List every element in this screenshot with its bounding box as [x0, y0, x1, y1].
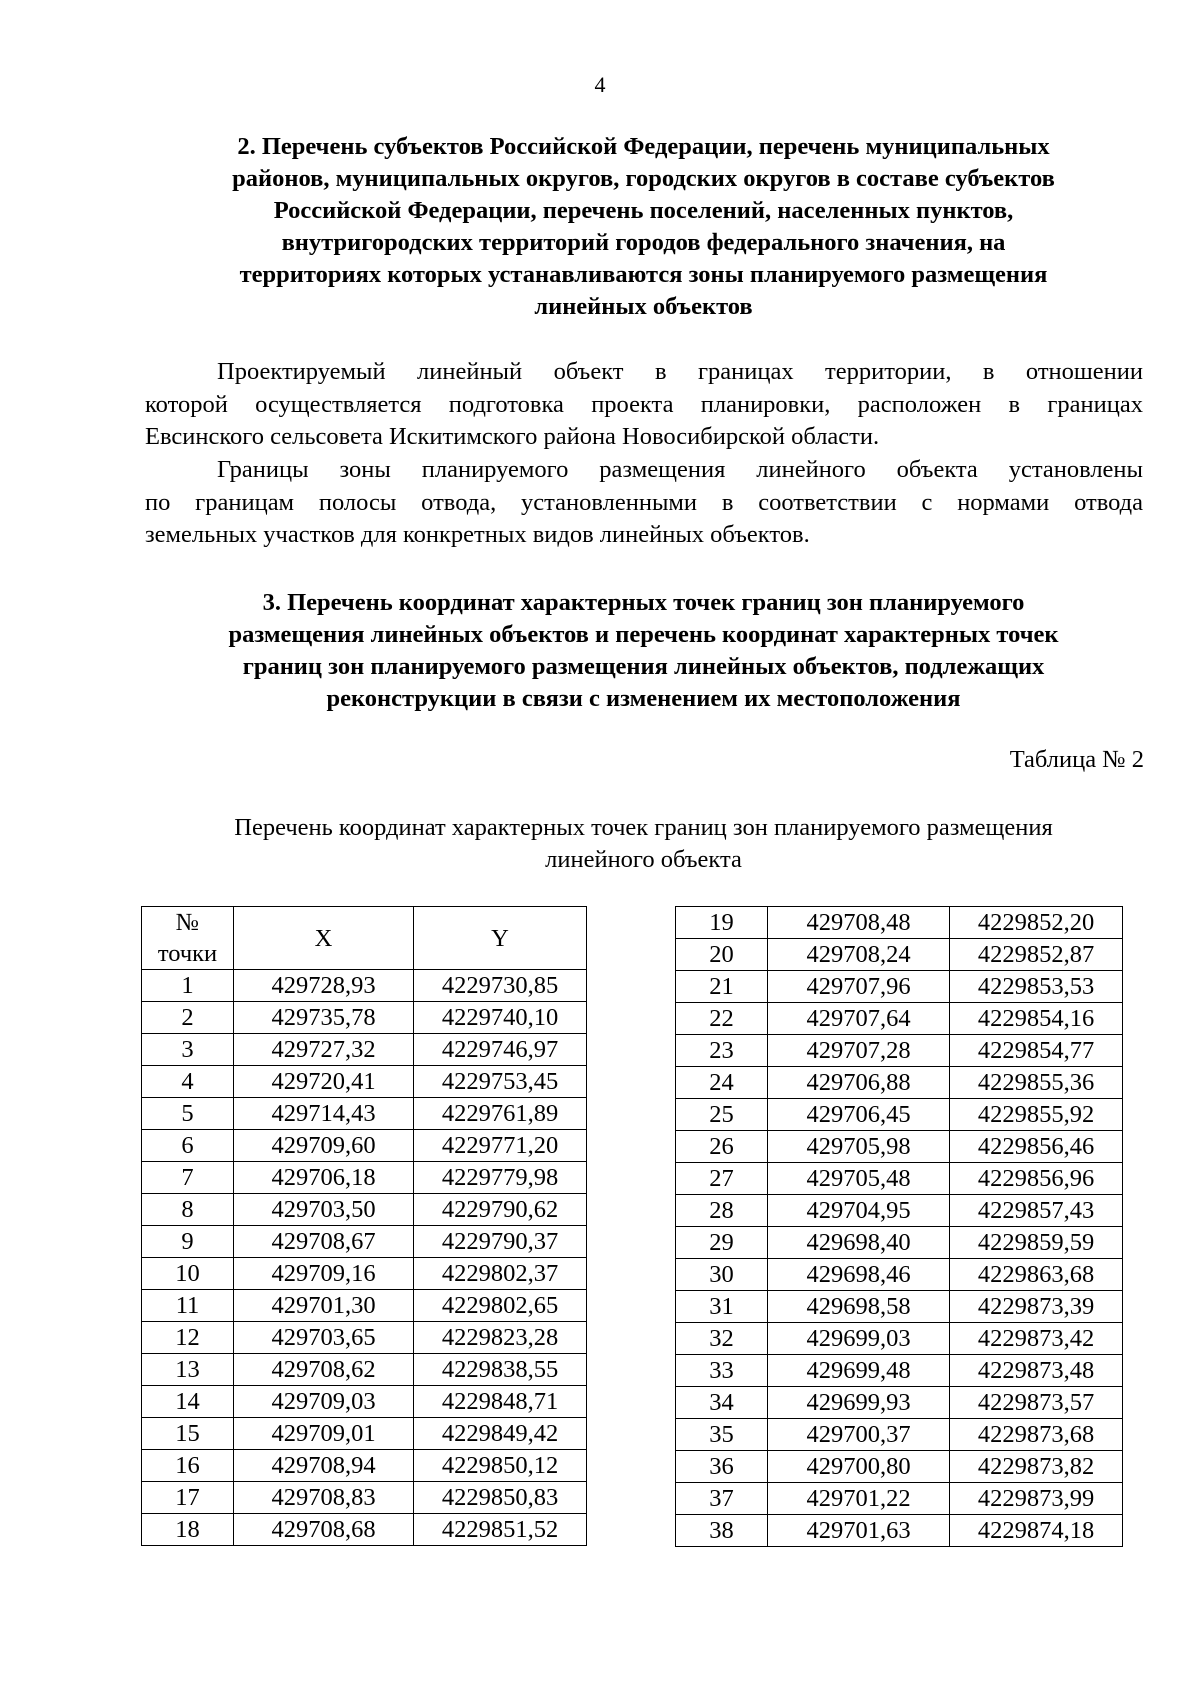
x-coordinate-cell: 429698,58 [768, 1291, 950, 1323]
table-row [676, 939, 1123, 971]
x-coordinate-cell: 429701,63 [768, 1515, 950, 1547]
x-coordinate-cell: 429699,48 [768, 1355, 950, 1387]
heading-line: 2. Перечень субъектов Российской Федерации, перечень муниципальных [237, 133, 1050, 160]
point-number-cell: 13 [142, 1354, 234, 1386]
point-number-cell: 37 [676, 1483, 768, 1515]
heading-line: Российской Федерации, перечень поселений, населенных пунктов, [273, 197, 1014, 224]
point-number-cell: 10 [142, 1258, 234, 1290]
point-number-cell: 27 [676, 1163, 768, 1195]
point-number-cell: 32 [676, 1323, 768, 1355]
coordinates-table-right [675, 906, 1123, 1547]
table-row [676, 1195, 1123, 1227]
point-number-cell: 6 [142, 1130, 234, 1162]
y-coordinate-cell: 4229740,10 [414, 1002, 587, 1034]
section-2-heading [146, 131, 1141, 323]
header-y: Y [414, 907, 587, 970]
point-number-cell: 9 [142, 1226, 234, 1258]
x-coordinate-cell: 429700,80 [768, 1451, 950, 1483]
point-number-cell: 33 [676, 1355, 768, 1387]
y-coordinate-cell: 4229873,42 [950, 1323, 1123, 1355]
heading-line: линейных объектов [534, 293, 753, 320]
table-row [676, 1163, 1123, 1195]
table-row [142, 1482, 587, 1514]
x-coordinate-cell: 429728,93 [234, 970, 414, 1002]
y-coordinate-cell: 4229802,65 [414, 1290, 587, 1322]
point-number-cell: 5 [142, 1098, 234, 1130]
x-coordinate-cell: 429701,22 [768, 1483, 950, 1515]
y-coordinate-cell: 4229854,16 [950, 1003, 1123, 1035]
x-coordinate-cell: 429709,01 [234, 1418, 414, 1450]
table-row [142, 1418, 587, 1450]
x-coordinate-cell: 429709,03 [234, 1386, 414, 1418]
point-number-cell: 30 [676, 1259, 768, 1291]
y-coordinate-cell: 4229857,43 [950, 1195, 1123, 1227]
table-row [676, 1515, 1123, 1547]
y-coordinate-cell: 4229848,71 [414, 1386, 587, 1418]
y-coordinate-cell: 4229771,20 [414, 1130, 587, 1162]
table-row [142, 1514, 587, 1546]
x-coordinate-cell: 429714,43 [234, 1098, 414, 1130]
x-coordinate-cell: 429703,65 [234, 1322, 414, 1354]
paragraph-line: земельных участков для конкретных видов линейных объектов. [145, 521, 810, 548]
heading-line: районов, муниципальных округов, городских округов в составе субъектов [232, 165, 1055, 192]
y-coordinate-cell: 4229753,45 [414, 1066, 587, 1098]
point-number-cell: 25 [676, 1099, 768, 1131]
table-row [676, 1387, 1123, 1419]
x-coordinate-cell: 429699,03 [768, 1323, 950, 1355]
table-row [676, 1483, 1123, 1515]
x-coordinate-cell: 429705,48 [768, 1163, 950, 1195]
caption-line: линейного объекта [545, 846, 742, 873]
y-coordinate-cell: 4229761,89 [414, 1098, 587, 1130]
y-coordinate-cell: 4229823,28 [414, 1322, 587, 1354]
x-coordinate-cell: 429709,60 [234, 1130, 414, 1162]
x-coordinate-cell: 429698,40 [768, 1227, 950, 1259]
point-number-cell: 1 [142, 970, 234, 1002]
header-x: X [234, 907, 414, 970]
y-coordinate-cell: 4229873,57 [950, 1387, 1123, 1419]
header-num-symbol: № [175, 909, 200, 936]
paragraph-line: Границы зоны планируемого размещения линейного объекта установлены [217, 456, 1143, 483]
table-row [676, 1419, 1123, 1451]
x-coordinate-cell: 429708,83 [234, 1482, 414, 1514]
x-coordinate-cell: 429704,95 [768, 1195, 950, 1227]
table-row [142, 1258, 587, 1290]
x-coordinate-cell: 429699,93 [768, 1387, 950, 1419]
section-2-paragraph-1 [145, 356, 1143, 454]
y-coordinate-cell: 4229746,97 [414, 1034, 587, 1066]
heading-line: внутригородских территорий городов федерального значения, на [281, 229, 1006, 256]
point-number-cell: 21 [676, 971, 768, 1003]
point-number-cell: 17 [142, 1482, 234, 1514]
x-coordinate-cell: 429708,68 [234, 1514, 414, 1546]
y-coordinate-cell: 4229802,37 [414, 1258, 587, 1290]
point-number-cell: 18 [142, 1514, 234, 1546]
x-coordinate-cell: 429700,37 [768, 1419, 950, 1451]
table-row [676, 907, 1123, 939]
table-row [676, 1259, 1123, 1291]
table-row [142, 1194, 587, 1226]
y-coordinate-cell: 4229873,68 [950, 1419, 1123, 1451]
heading-line: границ зон планируемого размещения линейных объектов, подлежащих [242, 653, 1045, 680]
y-coordinate-cell: 4229851,52 [414, 1514, 587, 1546]
section-2-paragraph-2 [145, 454, 1143, 552]
table-caption [146, 812, 1141, 876]
y-coordinate-cell: 4229863,68 [950, 1259, 1123, 1291]
y-coordinate-cell: 4229779,98 [414, 1162, 587, 1194]
section-3-heading [146, 587, 1141, 715]
y-coordinate-cell: 4229852,20 [950, 907, 1123, 939]
table-row [676, 1003, 1123, 1035]
x-coordinate-cell: 429708,24 [768, 939, 950, 971]
table-row [142, 1034, 587, 1066]
x-coordinate-cell: 429707,96 [768, 971, 950, 1003]
table-row [676, 1067, 1123, 1099]
table-row [676, 1099, 1123, 1131]
point-number-cell: 34 [676, 1387, 768, 1419]
table-row [142, 1290, 587, 1322]
caption-line: Перечень координат характерных точек границ зон планируемого размещения [234, 814, 1053, 841]
x-coordinate-cell: 429705,98 [768, 1131, 950, 1163]
x-coordinate-cell: 429701,30 [234, 1290, 414, 1322]
y-coordinate-cell: 4229854,77 [950, 1035, 1123, 1067]
x-coordinate-cell: 429707,28 [768, 1035, 950, 1067]
y-coordinate-cell: 4229853,53 [950, 971, 1123, 1003]
table-row [142, 1162, 587, 1194]
heading-line: размещения линейных объектов и перечень координат характерных точек [228, 621, 1059, 648]
x-coordinate-cell: 429706,88 [768, 1067, 950, 1099]
table-label: Таблица № 2 [1009, 746, 1144, 773]
y-coordinate-cell: 4229852,87 [950, 939, 1123, 971]
point-number-cell: 20 [676, 939, 768, 971]
point-number-cell: 7 [142, 1162, 234, 1194]
paragraph-line: по границам полосы отвода, установленными в соответствии с нормами отвода [145, 488, 1143, 516]
y-coordinate-cell: 4229855,36 [950, 1067, 1123, 1099]
page-number: 4 [594, 72, 606, 97]
table-row [142, 1450, 587, 1482]
point-number-cell: 4 [142, 1066, 234, 1098]
point-number-cell: 3 [142, 1034, 234, 1066]
table-row [142, 1322, 587, 1354]
point-number-cell: 23 [676, 1035, 768, 1067]
table-row [142, 1066, 587, 1098]
header-num-word: точки [157, 940, 218, 967]
x-coordinate-cell: 429706,45 [768, 1099, 950, 1131]
point-number-cell: 2 [142, 1002, 234, 1034]
table-row [676, 1227, 1123, 1259]
point-number-cell: 22 [676, 1003, 768, 1035]
table-row [676, 1291, 1123, 1323]
y-coordinate-cell: 4229859,59 [950, 1227, 1123, 1259]
table-row [142, 1386, 587, 1418]
y-coordinate-cell: 4229873,99 [950, 1483, 1123, 1515]
y-coordinate-cell: 4229790,62 [414, 1194, 587, 1226]
y-coordinate-cell: 4229850,12 [414, 1450, 587, 1482]
header-point-number [142, 907, 234, 970]
y-coordinate-cell: 4229838,55 [414, 1354, 587, 1386]
table-row [676, 1451, 1123, 1483]
x-coordinate-cell: 429707,64 [768, 1003, 950, 1035]
point-number-cell: 16 [142, 1450, 234, 1482]
x-coordinate-cell: 429708,67 [234, 1226, 414, 1258]
x-coordinate-cell: 429708,62 [234, 1354, 414, 1386]
point-number-cell: 31 [676, 1291, 768, 1323]
y-coordinate-cell: 4229873,82 [950, 1451, 1123, 1483]
left-table-body [142, 970, 587, 1546]
table-row [676, 1323, 1123, 1355]
x-coordinate-cell: 429727,32 [234, 1034, 414, 1066]
y-coordinate-cell: 4229855,92 [950, 1099, 1123, 1131]
table-row [142, 1354, 587, 1386]
table-row [676, 1035, 1123, 1067]
point-number-cell: 28 [676, 1195, 768, 1227]
paragraph-line: Проектируемый линейный объект в границах территории, в отношении [217, 358, 1143, 385]
point-number-cell: 15 [142, 1418, 234, 1450]
x-coordinate-cell: 429709,16 [234, 1258, 414, 1290]
x-coordinate-cell: 429708,94 [234, 1450, 414, 1482]
y-coordinate-cell: 4229790,37 [414, 1226, 587, 1258]
point-number-cell: 29 [676, 1227, 768, 1259]
x-coordinate-cell: 429735,78 [234, 1002, 414, 1034]
table-row [676, 1131, 1123, 1163]
x-coordinate-cell: 429698,46 [768, 1259, 950, 1291]
point-number-cell: 38 [676, 1515, 768, 1547]
y-coordinate-cell: 4229850,83 [414, 1482, 587, 1514]
point-number-cell: 24 [676, 1067, 768, 1099]
point-number-cell: 12 [142, 1322, 234, 1354]
paragraph-line: Евсинского сельсовета Искитимского района Новосибирской области. [145, 423, 880, 450]
point-number-cell: 19 [676, 907, 768, 939]
y-coordinate-cell: 4229856,46 [950, 1131, 1123, 1163]
x-coordinate-cell: 429708,48 [768, 907, 950, 939]
y-coordinate-cell: 4229730,85 [414, 970, 587, 1002]
x-coordinate-cell: 429703,50 [234, 1194, 414, 1226]
point-number-cell: 8 [142, 1194, 234, 1226]
point-number-cell: 35 [676, 1419, 768, 1451]
y-coordinate-cell: 4229874,18 [950, 1515, 1123, 1547]
point-number-cell: 14 [142, 1386, 234, 1418]
paragraph-line: которой осуществляется подготовка проекта планировки, расположен в границах [145, 390, 1143, 418]
table-row [142, 1226, 587, 1258]
point-number-cell: 26 [676, 1131, 768, 1163]
heading-line: реконструкции в связи с изменением их местоположения [326, 685, 961, 712]
x-coordinate-cell: 429720,41 [234, 1066, 414, 1098]
table-header-row [142, 907, 587, 970]
heading-line: территориях которых устанавливаются зоны планируемого размещения [239, 261, 1048, 288]
table-row [142, 1130, 587, 1162]
table-row [676, 1355, 1123, 1387]
y-coordinate-cell: 4229849,42 [414, 1418, 587, 1450]
y-coordinate-cell: 4229873,39 [950, 1291, 1123, 1323]
point-number-cell: 36 [676, 1451, 768, 1483]
table-row [142, 1098, 587, 1130]
coordinates-table-left [141, 906, 587, 1546]
table-row [142, 970, 587, 1002]
right-table-body [676, 907, 1123, 1547]
heading-line: 3. Перечень координат характерных точек границ зон планируемого [262, 589, 1025, 616]
x-coordinate-cell: 429706,18 [234, 1162, 414, 1194]
y-coordinate-cell: 4229873,48 [950, 1355, 1123, 1387]
table-row [142, 1002, 587, 1034]
point-number-cell: 11 [142, 1290, 234, 1322]
table-row [676, 971, 1123, 1003]
y-coordinate-cell: 4229856,96 [950, 1163, 1123, 1195]
